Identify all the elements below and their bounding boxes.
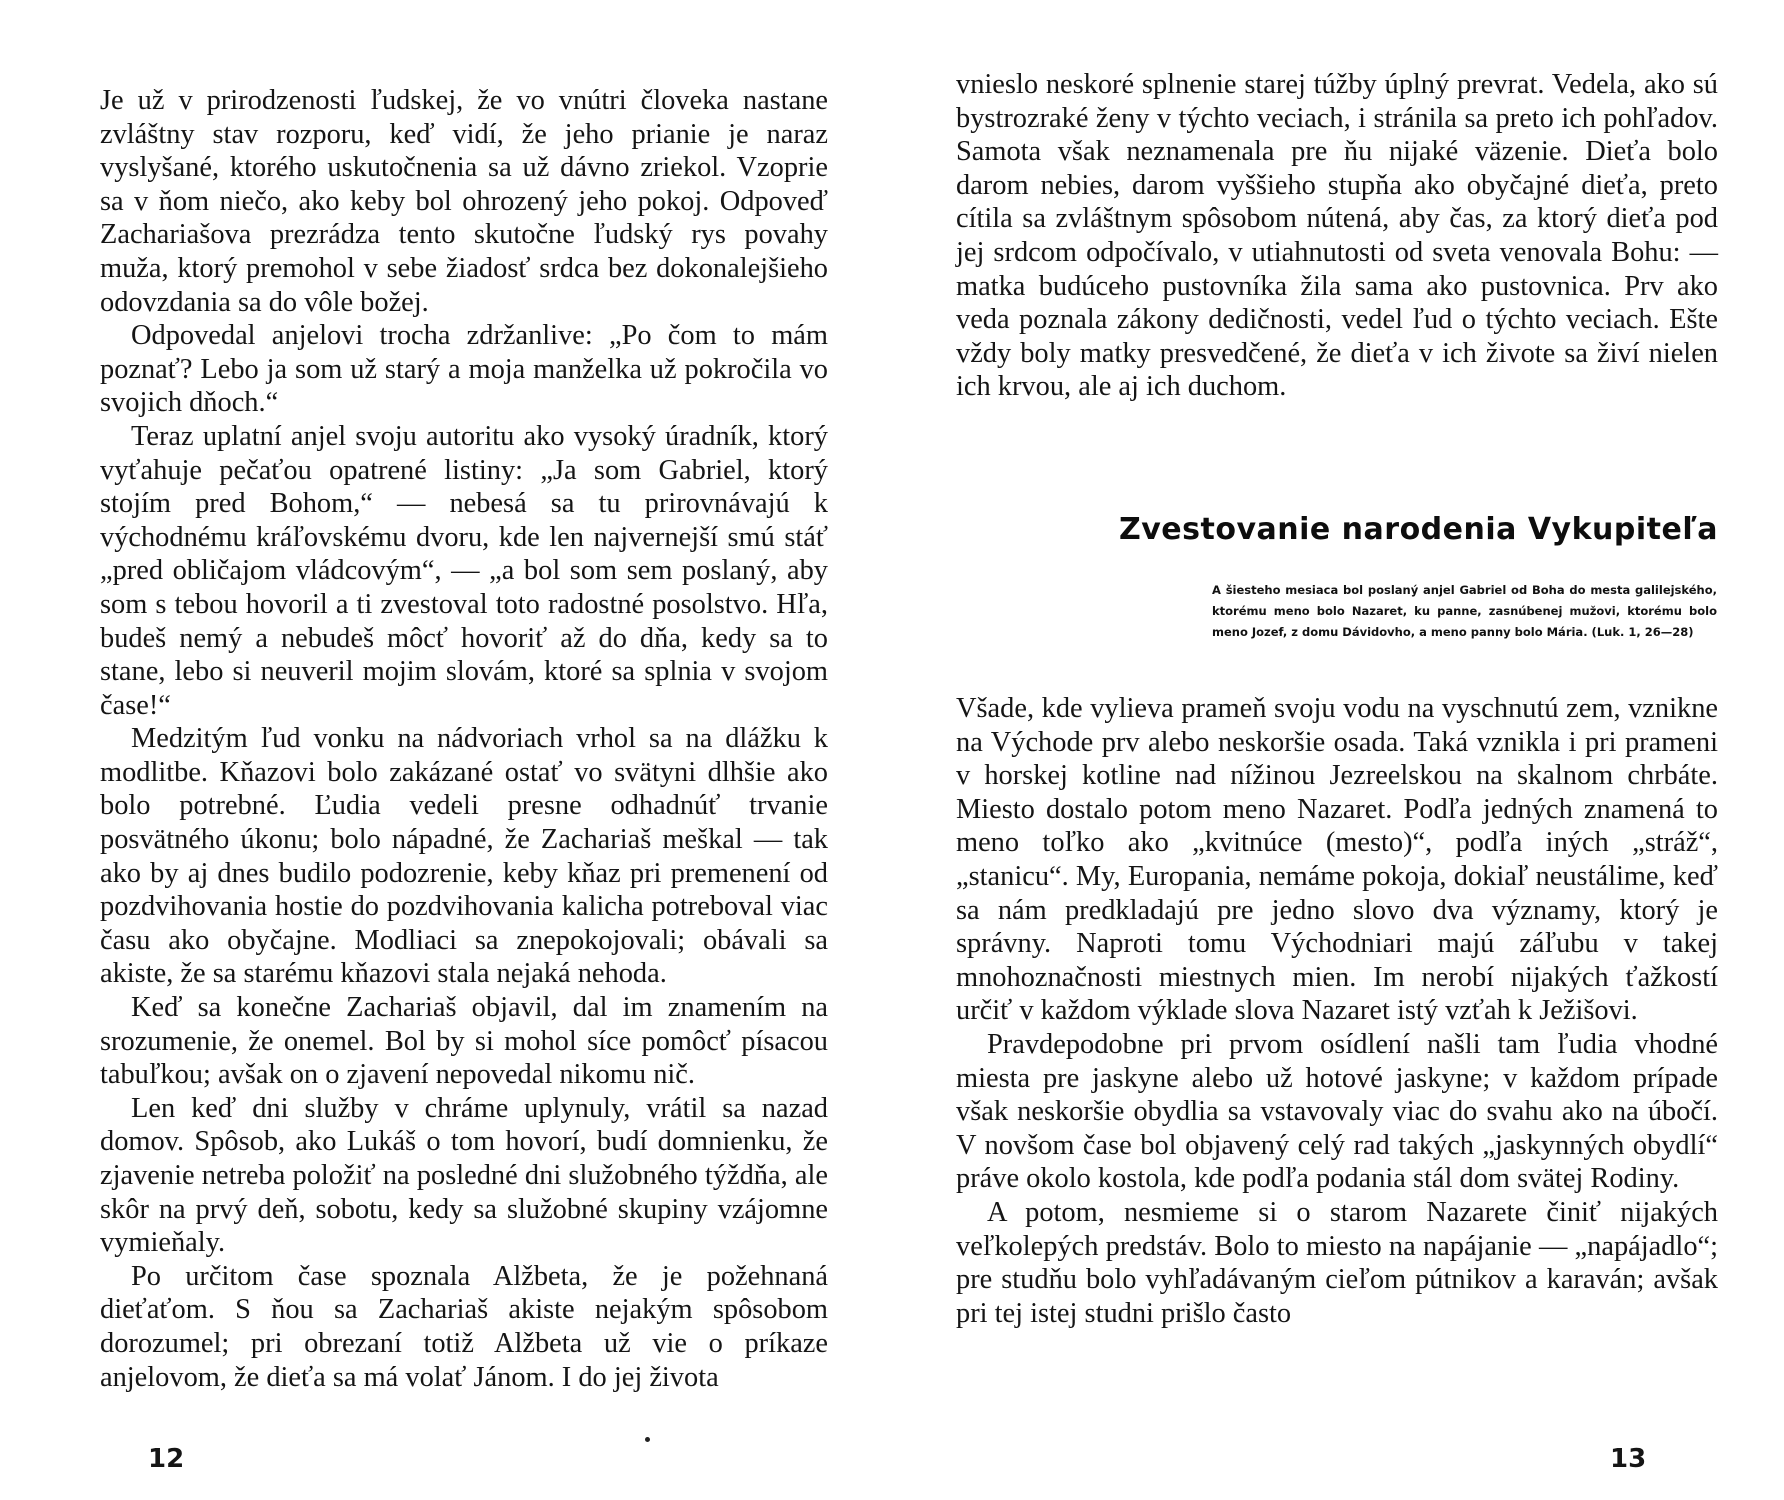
paragraph: A potom, nesmieme si o starom Nazarete činiť nijakých veľkolepých predstáv. Bolo to miesto na napájanie — „napájadlo“; pre studňu bolo vyhľadávaným cieľom pútnikov a karaván; avšak pri tej istej studni prišlo často [956,1196,1718,1329]
paragraph: Len keď dni služby v chráme uplynuly, vrátil sa nazad domov. Spôsob, ako Lukáš o tom hovorí, budí domnienku, že zjavenie netreba položiť na posledné dni služobného týždňa, ale skôr na prvý deň, sobotu, kedy sa služobné skupiny vzájomne vymieňaly. [100,1092,828,1259]
left-page-text [100,84,828,1394]
right-page-bottom-text [956,692,1718,1330]
right-page [892,0,1784,1500]
paragraph: Pravdepodobne pri prvom osídlení našli tam ľudia vhodné miesta pre jaskyne alebo už hotové jaskyne; v každom prípade však neskoršie obydlia sa vstavovaly viac do svahu ako na úbočí. V novšom čase bol objavený celý rad takých „jaskynných obydlí“ práve okolo kostola, kde podľa podania stál dom svätej Rodiny. [956,1028,1718,1195]
paragraph: Odpovedal anjelovi trocha zdržanlive: „Po čom to mám poznať? Lebo ja som už starý a moja manželka už pokročila vo svojich dňoch.“ [100,320,828,419]
chapter-title: Zvestovanie narodenia Vykupiteľa [1118,512,1718,547]
paragraph: Všade, kde vylieva prameň svoju vodu na vyschnutú zem, vznikne na Východe prv alebo neskoršie osada. Taká vznikla i pri prameni v horskej kotline nad nížinou Jezreelskou na skalnom chrbáte. Miesto dostalo potom meno Nazaret. Podľa jedných znamená to meno toľko ako „kvitnúce (mesto)“, podľa iných „stráž“, „stanicu“. My, Europania, nemáme pokoja, dokiaľ neustálime, keď sa nám predkladajú pre jedno slovo dva významy, ktorý je správny. Naproti tomu Východniari majú záľubu v takej mnohoznačnosti miestnych mien. Im nerobí nijakých ťažkostí určiť v každom výklade slova Nazaret istý vzťah k Ježišovi. [956,693,1718,1027]
chapter-epigraph: A šiesteho mesiaca bol poslaný anjel Gabriel od Boha do mesta galilejského, ktorému meno bolo Nazaret, ku panne, zasnúbenej mužovi, ktorému bolo meno Jozef, z domu Dávidovho, a meno panny bolo Mária. (Luk. 1, 26—28) [1212,583,1717,639]
paragraph: vnieslo neskoré splnenie starej túžby úplný prevrat. Vedela, ako sú bystrozraké ženy v týchto veciach, i stránila sa preto ich pohľadov. Samota však neznamenala pre ňu nijaké väzenie. Dieťa bolo darom nebies, darom vyššieho stupňa ako obyčajné dieťa, preto cítila sa zvláštnym spôsobom nútená, aby čas, za ktorý dieťa pod jej srdcom odpočívalo, v utiahnutosti od sveta venovala Bohu: — matka budúceho pustovníka žila sama ako pustovnica. Prv ako veda poznala zákony dedičnosti, vedel ľud o týchto veciach. Ešte vždy boly matky presvedčené, že dieťa v ich živote sa živí nielen ich krvou, ale aj ich duchom. [956,69,1718,403]
paragraph: Po určitom čase spoznala Alžbeta, že je požehnaná dieťaťom. S ňou sa Zachariaš akiste nejakým spôsobom dorozumel; pri obrezaní totiž Alžbeta už vie o príkaze anjelovom, že dieťa sa má volať Jánom. I do jej života [100,1260,828,1393]
print-dot [645,1437,650,1442]
paragraph: Medzitým ľud vonku na nádvoriach vrhol sa na dlážku k modlitbe. Kňazovi bolo zakázané ostať vo svätyni dlhšie ako bolo potrebné. Ľudia vedeli presne odhadnúť trvanie posvätného úkonu; bolo nápadné, že Zachariaš meškal — tak ako by aj dnes budilo podozrenie, keby kňaz pri premenení od pozdvihovania hostie do pozdvihovania kalicha potreboval viac času ako obyčajne. Modliaci sa znepokojovali; obávali sa akiste, že sa starému kňazovi stala nejaká nehoda. [100,723,828,990]
page-number: 13 [1610,1444,1647,1474]
paragraph: Keď sa konečne Zachariaš objavil, dal im znamením na srozumenie, že onemel. Bol by si mohol síce pomôcť písacou tabuľkou; avšak on o zjavení nepovedal nikomu nič. [100,992,828,1091]
paragraph: Teraz uplatní anjel svoju autoritu ako vysoký úradník, ktorý vyťahuje pečaťou opatrené listiny: „Ja som Gabriel, ktorý stojím pred Bohom,“ — nebesá sa tu prirovnávajú k východnému kráľovskému dvoru, kde len najvernejší smú stáť „pred obličajom vládcovým“, — „a bol som sem poslaný, aby som s tebou hovoril a ti zvestoval toto radostné posolstvo. Hľa, budeš nemý a nebudeš môcť hovoriť až do dňa, kedy sa to stane, lebo si neuveril mojim slovám, ktoré sa splnia v svojom čase!“ [100,420,828,721]
page-number: 12 [148,1444,185,1474]
right-page-top-text [956,68,1718,404]
paragraph: Je už v prirodzenosti ľudskej, že vo vnútri človeka nastane zvláštny stav rozporu, keď vidí, že jeho prianie je naraz vyslyšané, ktorého uskutočnenia sa už dávno zriekol. Vzoprie sa v ňom niečo, ako keby bol ohrozený jeho pokoj. Odpoveď Zachariašova prezrádza tento skutočne ľudský rys povahy muža, ktorý premohol v sebe žiadosť srdca bez dokonalejšieho odovzdania sa do vôle božej. [100,85,828,318]
